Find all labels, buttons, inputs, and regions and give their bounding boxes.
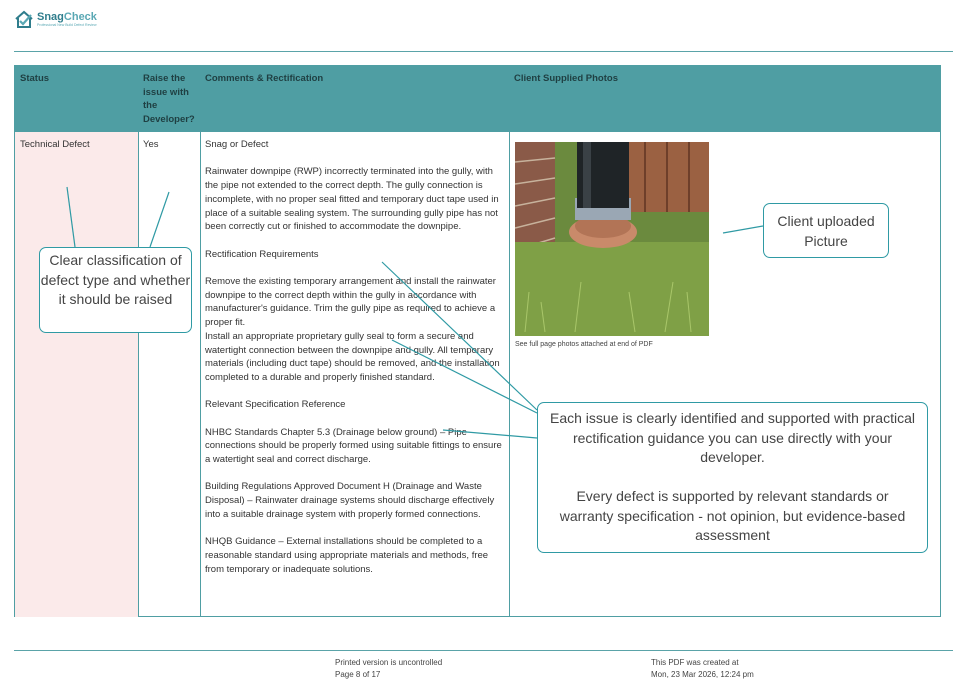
photo-callout (763, 203, 889, 258)
guidance-callout (537, 402, 928, 553)
comment-paragraph: Building Regulations Approved Document H (Drainage and Waste Disposal) – Rainwater drainage systems should discharge effectively into a suitable drainage system with properly formed connections. (205, 481, 495, 520)
comment-paragraph: NHBC Standards Chapter 5.3 (Drainage below ground) – Pipe connections should be properly formed using suitable fittings to ensure a watertight seal and correct discharge. (205, 426, 502, 466)
header-raise: Raise the issue with the Developer? (143, 73, 195, 126)
section-heading: Relevant Specification Reference (205, 399, 346, 411)
photo-caption: See full page photos attached at end of PDF (515, 341, 653, 348)
comment-paragraph: Remove the existing temporary arrangement and install the rainwater downpipe to the correct depth within the gully in accordance with manufacturer's guidance. Trim the gully pipe as required to achieve a proper fit. (205, 275, 496, 329)
header-comments: Comments & Rectification (205, 73, 324, 84)
footer-print-info (335, 657, 442, 681)
page-number: Page 8 of 17 (335, 670, 381, 679)
section-heading: Snag or Defect (205, 139, 269, 150)
header-status: Status (20, 73, 50, 84)
comment-paragraph: Rainwater downpipe (RWP) incorrectly terminated into the gully, with the pipe not extended to the correct depth. The gully connection is incomplete, with no proper seal fitted and temporary duct tape used in place of a suitable sealing system. The surrounding gully pipe has not been correctly cut or finished to accommodate the downpipe. (205, 166, 499, 233)
classification-callout-text: Clear classification of defect type and whether it should be raised (40, 252, 191, 307)
uncontrolled-notice: Printed version is uncontrolled (335, 658, 443, 667)
photo-callout-text: Client uploaded Picture (777, 213, 875, 249)
created-label: This PDF was created at (651, 658, 739, 667)
section-heading: Rectification Requirements (205, 248, 319, 260)
brand-name: SnagCheck (37, 11, 97, 23)
footer-created-info (651, 657, 754, 681)
brand-tagline: Professional New Build Defect Review (37, 23, 97, 27)
created-date: Mon, 23 Mar 2026, 12:24 pm (651, 670, 754, 679)
footer-divider (14, 650, 953, 651)
header-photos: Client Supplied Photos (514, 73, 618, 84)
classification-callout (39, 247, 192, 333)
status-value: Technical Defect (20, 139, 90, 150)
guidance-callout-text: Each issue is clearly identified and supported with practical rectification guidance you can use directly with your developer. (550, 410, 915, 465)
guidance-callout-text: Every defect is supported by relevant standards or warranty specification - not opinion, but evidence-based assessment (559, 488, 906, 543)
comment-paragraph: NHQB Guidance – External installations should be completed to a reasonable standard using appropriate materials and methods, free from temporary or inadequate solutions. (205, 536, 489, 575)
raise-value: Yes (143, 139, 159, 150)
comment-paragraph: Install an appropriate proprietary gully seal to form a secure and watertight connection between the downpipe and gully. All temporary materials (including duct tape) should be removed, and the installation completed to a durable and properly finished standard. (205, 330, 500, 383)
